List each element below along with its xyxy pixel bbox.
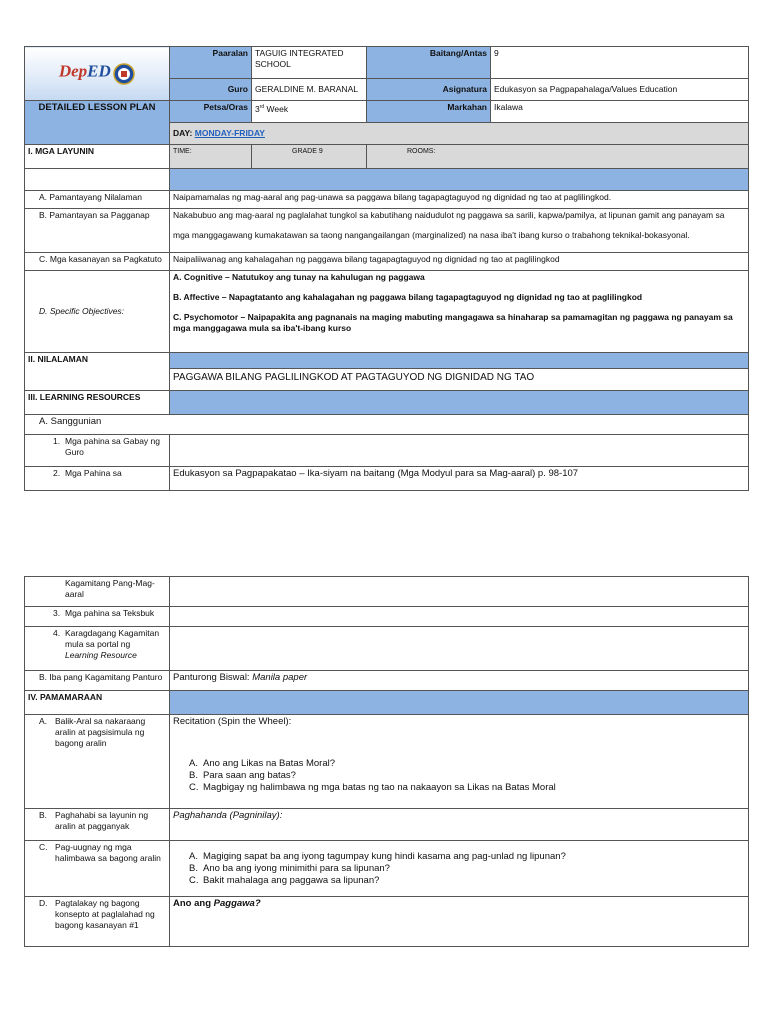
teacher-label: Guro: [170, 79, 252, 101]
objective-d-value: [170, 271, 749, 353]
lesson-plan-table-page2: [24, 576, 749, 947]
procedure-heading: IV. PAMAMARAAN: [25, 691, 170, 715]
connection-question-2: B. Ano ba ang iyong minimithi para sa lipunan?: [189, 863, 390, 874]
review-question-2: B. Para saan ang batas?: [189, 770, 296, 781]
resource-3-label: 3. Mga pahina sa Teksbuk: [25, 607, 170, 627]
objective-c-value: Naipaliiwanag ang kahalagahan ng paggawa bilang tagapagtaguyod ng dignidad ng tao at paglilingkod: [170, 253, 749, 271]
review-question-3: C. Magbigay ng halimbawa ng mga batas ng tao na nakaayon sa Likas na Batas Moral: [189, 782, 556, 793]
deped-seal-icon: [113, 63, 135, 85]
time-label: TIME:: [170, 145, 252, 169]
school-label: Paaralan: [170, 47, 252, 79]
other-materials-value: Panturong Biswal: Manila paper: [170, 671, 749, 691]
procedure-b-label: B. Paghahabi sa layunin ng aralin at pagganyak: [25, 809, 170, 841]
objective-c-label: C. Mga kasanayan sa Pagkatuto: [25, 253, 170, 271]
objective-b-value: Nakabubuo ang mag-aaral ng paglalahat tungkol sa kabutihang naidudulot ng paggawa sa sarili, kapwa/pamilya, at lipunan gamit ang panayam sa mga manggagawang kumakatawan sa taong nangangailangan (marginalized) na nasa iba't ibang kurso o trabahong teknikal-bokasyonal.: [170, 209, 749, 253]
other-materials-label: B. Iba pang Kagamitang Panturo: [25, 671, 170, 691]
resource-2-value: Edukasyon sa Pagpapakatao – Ika-siyam na baitang (Mga Modyul para sa Mag-aaral) p. 98-107: [170, 467, 749, 491]
objectives-heading: I. MGA LAYUNIN: [25, 145, 170, 169]
content-value: PAGGAWA BILANG PAGLILINGKOD AT PAGTAGUYOD NG DIGNIDAD NG TAO: [173, 372, 535, 383]
subject-label: Asignatura: [367, 79, 491, 101]
rooms-label: ROOMS:: [367, 145, 749, 169]
review-question-1: A. Ano ang Likas na Batas Moral?: [189, 758, 336, 769]
resource-2-label: 2. Mga Pahina sa: [25, 467, 170, 491]
date-value: 3rd Week: [252, 101, 367, 123]
recitation-intro: Recitation (Spin the Wheel):: [173, 716, 292, 727]
resource-1-label: 1. Mga pahina sa Gabay ng Guro: [25, 435, 170, 467]
grade-label: Baitang/Antas: [367, 47, 491, 79]
resource-2-cont-label: Kagamitang Pang-Mag-aaral: [25, 577, 170, 607]
quarter-label: Markahan: [367, 101, 491, 123]
objective-a-label: A. Pamantayang Nilalaman: [25, 191, 170, 209]
day-row: DAY: MONDAY-FRIDAY: [170, 123, 749, 145]
reference-label: A. Sanggunian: [25, 415, 749, 435]
content-heading: II. NILALAMAN: [25, 353, 170, 391]
procedure-b-value: Paghahanda (Pagninilay):: [170, 809, 749, 841]
objective-a-value: Naipamamalas ng mag-aaral ang pag-unawa sa paggawa bilang tagapagtaguyod ng dignidad ng tao at paglilingkod.: [170, 191, 749, 209]
procedure-c-value: [170, 841, 749, 897]
connection-question-3: C. Bakit mahalaga ang paggawa sa lipunan?: [189, 875, 380, 886]
deped-logo-text: DepED: [58, 60, 111, 80]
connection-question-1: A. Magiging sapat ba ang iyong tagumpay kung hindi kasama ang pag-unlad ng lipunan?: [189, 851, 566, 862]
teacher-value: GERALDINE M. BARANAL: [252, 79, 367, 101]
procedure-a-value: [170, 715, 749, 809]
procedure-a-label: A. Balik-Aral sa nakaraang aralin at pagsisimula ng bagong aralin: [25, 715, 170, 809]
resource-4-label: 4. Karagdagang Kagamitan mula sa portal ng Learning Resource: [25, 627, 170, 671]
deped-logo: [25, 47, 170, 101]
resources-heading: III. LEARNING RESOURCES: [25, 391, 170, 415]
psychomotor-objective: C. Psychomotor – Naipapakita ang pagnanais na maging mabuting mangagawa sa hinaharap sa pamamagitan ng paggawa ng panayam sa mga manggagawa mula sa iba't-ibang kurso: [173, 312, 733, 333]
quarter-value: Ikalawa: [491, 101, 749, 123]
procedure-c-label: C. Pag-uugnay ng mga halimbawa sa bagong aralin: [25, 841, 170, 897]
page-title: DETAILED LESSON PLAN: [25, 101, 170, 145]
school-value: TAGUIG INTEGRATED SCHOOL: [252, 47, 367, 79]
affective-objective: B. Affective – Napagtatanto ang kahalagahan ng paggawa bilang tagapagtaguyod ng dignidad ng tao at paglilingkod: [173, 292, 643, 302]
date-label: Petsa/Oras: [170, 101, 252, 123]
objective-d-label: D. Specific Objectives:: [25, 271, 170, 353]
grade-value: 9: [491, 47, 749, 79]
grade-level: GRADE 9: [252, 145, 367, 169]
cognitive-objective: A. Cognitive – Natutukoy ang tunay na kahulugan ng paggawa: [173, 272, 425, 282]
resource-1-value: [170, 435, 749, 467]
procedure-d-value: Ano ang Paggawa?: [170, 897, 749, 947]
day-value[interactable]: MONDAY-FRIDAY: [194, 128, 265, 138]
lesson-plan-table-page1: [24, 46, 749, 491]
subject-value: Edukasyon sa Pagpapahalaga/Values Education: [491, 79, 749, 101]
procedure-d-label: D. Pagtalakay ng bagong konsepto at paglalahad ng bagong kasanayan #1: [25, 897, 170, 947]
objective-b-label: B. Pamantayan sa Pagganap: [25, 209, 170, 253]
